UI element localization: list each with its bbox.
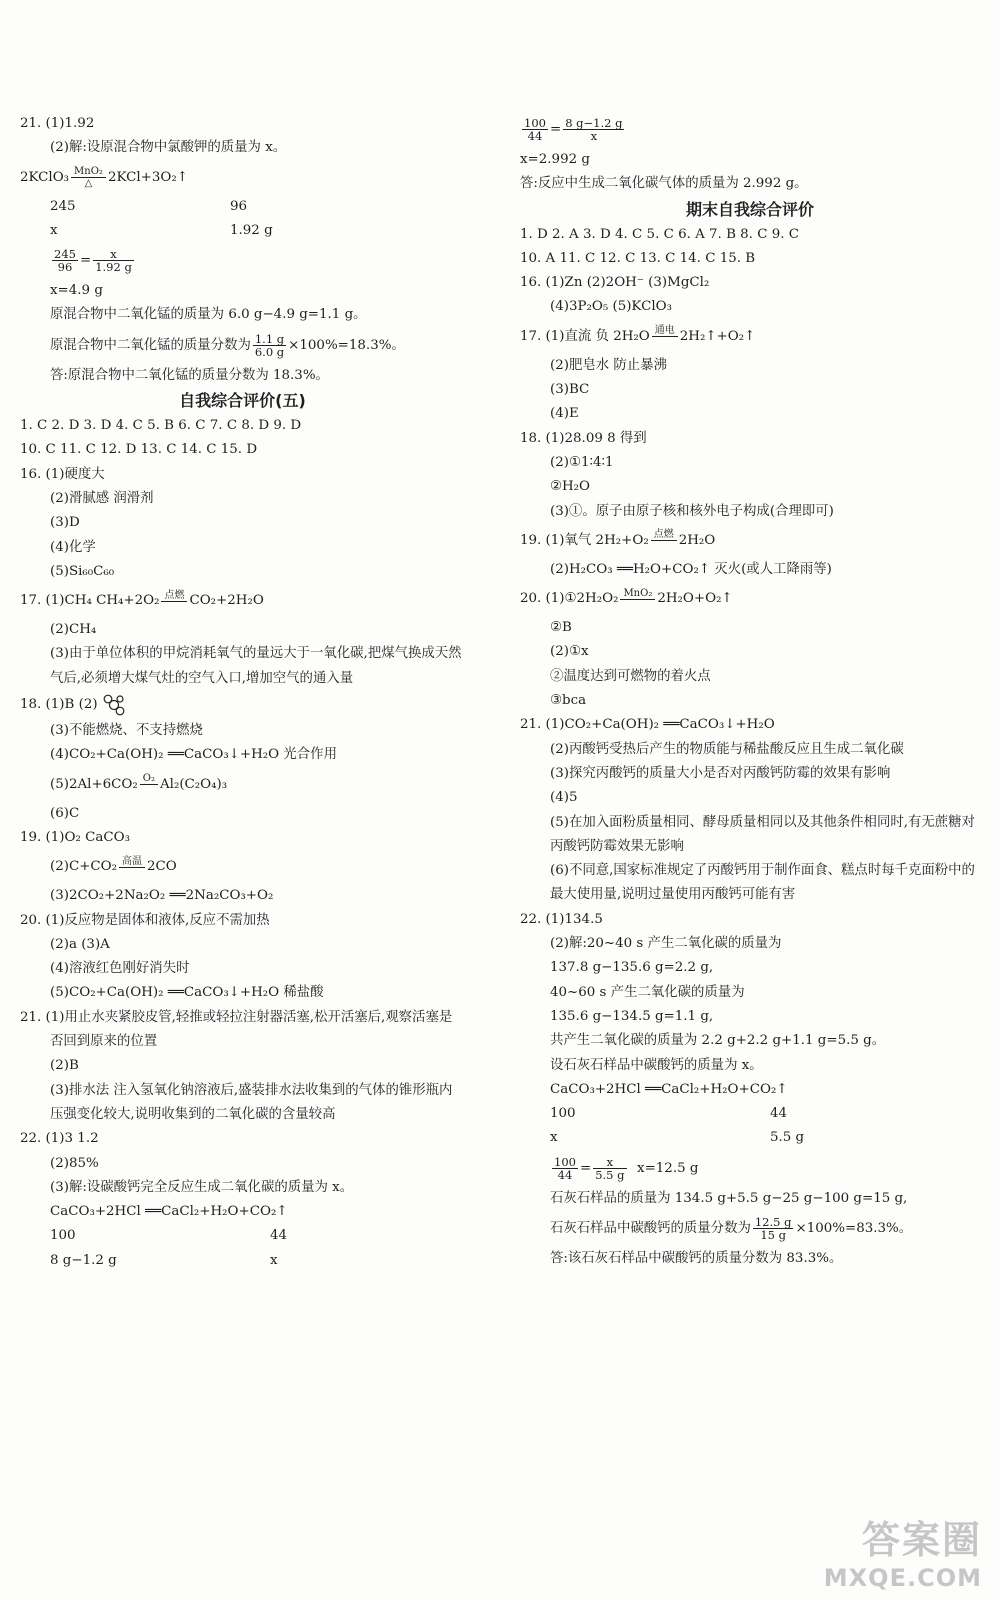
q16-line: 16. (1)硬度大: [20, 466, 105, 482]
q16-line: (3)D: [50, 515, 80, 531]
q17-line: (2)肥皂水 防止暴沸: [550, 357, 667, 373]
section-title-final: 期末自我综合评价: [685, 199, 814, 219]
section-title-5: 自我综合评价(五): [179, 391, 306, 411]
q22-line: 135.6 g−134.5 g=1.1 g,: [550, 1008, 714, 1024]
q21-line: (5)在加入面粉质量相同、酵母质量相同以及其他条件相同时,有无蔗糖对丙酸钙防霉效果无影响: [550, 814, 975, 854]
q20-line: (2)①x: [550, 644, 589, 660]
q21-answer: 答:原混合物中二氧化锰的质量分数为 18.3%。: [50, 367, 329, 383]
q21-line: 21. (1)CO₂+Ca(OH)₂ ══CaCO₃↓+H₂O: [520, 717, 775, 733]
molecule-model-icon: [102, 693, 126, 717]
q20-line: 20. (1)反应物是固体和液体,反应不需加热: [20, 912, 270, 928]
q20-line: ③bca: [550, 693, 587, 709]
q19-line: 19. (1)氧气 2H₂+O₂ 点燃 2H₂O: [520, 529, 716, 548]
q17-line: 17. (1)CH₄ CH₄+2O₂ 点燃 CO₂+2H₂O: [20, 589, 264, 609]
q22-line: CaCO₃+2HCl ══CaCl₂+H₂O+CO₂↑: [550, 1081, 788, 1097]
q21-part1: 21. (1)1.92: [20, 116, 95, 131]
q22-line: 设石灰石样品中碳酸钙的质量为 x。: [550, 1057, 763, 1073]
q20-line: (2)a (3)A: [50, 936, 110, 952]
q17-line: (3)由于单位体积的甲烷消耗氧气的量远大于一氧化碳,把煤气换成天然气后,必须增大煤气灶的空气入口,增加空气的通入量: [50, 646, 462, 686]
q17-line: 17. (1)直流 负 2H₂O 通电 2H₂↑+O₂↑: [520, 325, 756, 344]
q22-line: (2)85%: [50, 1155, 99, 1171]
proportion: $\frac{245}{96}$ = $\frac{x}{1.92 g}$: [54, 247, 132, 275]
mc-answers-2: 10. A 11. C 12. C 13. C 14. C 15. B: [520, 250, 756, 266]
q21-line: (2)丙酸钙受热后产生的物质能与稀盐酸反应且生成二氧化碳: [550, 741, 904, 757]
proportion: $\frac{100}{44}$ = $\frac{8 g-1.2 g}{x}$: [524, 116, 623, 143]
q18-line: (3)不能燃烧、不支持燃烧: [50, 723, 203, 739]
ratio-row: 100 44: [550, 1106, 788, 1122]
q17-line: (4)E: [550, 406, 579, 422]
q18-line: ②H₂O: [550, 479, 591, 495]
q18-line: (3)①。原子由原子核和核外电子构成(合理即可): [550, 503, 834, 519]
q22-line: 40~60 s 产生二氧化碳的质量为: [550, 984, 745, 1000]
q18-line: (5)2Al+6CO₂ O₂ Al₂(C₂O₄)₃: [50, 773, 228, 792]
q16-line: (4)3P₂O₅ (5)KClO₃: [550, 299, 672, 315]
x-result: x=2.992 g: [520, 152, 590, 167]
left-column: [20, 112, 465, 1273]
q19-line: (2)H₂CO₃ ══H₂O+CO₂↑ 灭火(或人工降雨等): [550, 561, 832, 577]
caco3-fraction: 石灰石样品中碳酸钙的质量分数为 $\frac{12.5 g}{15 g}$ ×100%=83.3%。: [550, 1214, 913, 1242]
q22-line: 22. (1)134.5: [520, 911, 603, 927]
eq-rhs: 2KCl+3O₂↑: [107, 169, 188, 185]
ratio-row: 100 44: [50, 1228, 288, 1244]
q20-line: (5)CO₂+Ca(OH)₂ ══CaCO₃↓+H₂O 稀盐酸: [50, 985, 324, 1001]
q18-line: 18. (1)28.09 8 得到: [520, 430, 647, 446]
q16-line: (2)滑腻感 润滑剂: [50, 490, 154, 506]
q16-line: (4)化学: [50, 539, 96, 555]
q21b-line: 21. (1)用止水夹紧胶皮管,轻推或轻拉注射器活塞,松开活塞后,观察活塞是否回到原来的位置: [20, 1009, 453, 1050]
right-column: [520, 112, 980, 1271]
q20-line: ②温度达到可燃物的着火点: [550, 668, 711, 684]
proportion: $\frac{100}{44}$ = $\frac{x}{5.5 g}$ x=12.5 g: [554, 1154, 699, 1182]
mc-answers-1: 1. D 2. A 3. D 4. C 5. C 6. A 7. B 8. C 9. C: [520, 226, 799, 242]
q22-line: CaCO₃+2HCl ══CaCl₂+H₂O+CO₂↑: [50, 1204, 288, 1220]
q19-line: (2)C+CO₂ 高温 2CO: [50, 855, 177, 875]
sample-mass: 石灰石样品的质量为 134.5 g+5.5 g−25 g−100 g=15 g,: [550, 1190, 908, 1206]
ratio-row: x 5.5 g: [550, 1130, 805, 1146]
q20-line: 20. (1)①2H₂O₂ MnO₂ 2H₂O+O₂↑: [520, 587, 733, 607]
q22-line: 22. (1)3 1.2: [20, 1131, 99, 1147]
q18-line: 18. (1)B (2): [20, 691, 465, 719]
answer-line: 答:反应中生成二氧化碳气体的质量为 2.992 g。: [520, 176, 808, 192]
q22-line: (3)解:设碳酸钙完全反应生成二氧化碳的质量为 x。: [50, 1179, 354, 1195]
q21b-line: (2)B: [50, 1058, 79, 1074]
mc-answers-1: 1. C 2. D 3. D 4. C 5. B 6. C 7. C 8. D 9. D: [20, 418, 302, 434]
q17-line: (3)BC: [550, 382, 590, 398]
mno2-mass: 原混合物中二氧化锰的质量为 6.0 g−4.9 g=1.1 g。: [50, 307, 367, 323]
eq-lhs: 2KClO₃: [20, 169, 70, 185]
q21b-line: (3)排水法 注入氢氧化钠溶液后,盛装排水法收集到的气体的锥形瓶内压强变化较大,说明收集到的二氧化碳的含量较高: [50, 1082, 453, 1122]
q18-line: (6)C: [50, 805, 80, 821]
mno2-fraction: 原混合物中二氧化锰的质量分数为 $\frac{1.1 g}{6.0 g}$ ×100%=18.3%。: [50, 331, 405, 359]
q21-line: (6)不同意,国家标准规定了丙酸钙用于制作面食、糕点时每千克面粉中的最大使用量,说明过量使用丙酸钙可能有害: [550, 863, 975, 903]
q19-line: (3)2CO₂+2Na₂O₂ ══2Na₂CO₃+O₂: [50, 888, 274, 904]
q16-line: 16. (1)Zn (2)2OH⁻ (3)MgCl₂: [520, 275, 710, 291]
watermark-site: MXQE.COM: [823, 1564, 982, 1592]
q18-line: (2)①1∶4∶1: [550, 454, 614, 470]
q21-equation: [20, 161, 465, 195]
q21-line: (4)5: [550, 790, 578, 806]
q22-line: 共产生二氧化碳的质量为 2.2 g+2.2 g+1.1 g=5.5 g。: [550, 1033, 886, 1049]
q19-line: 19. (1)O₂ CaCO₃: [20, 829, 130, 845]
watermark: [824, 1509, 982, 1592]
q18-line: (4)CO₂+Ca(OH)₂ ══CaCO₃↓+H₂O 光合作用: [50, 747, 337, 763]
q21-line: (3)探究丙酸钙的质量大小是否对丙酸钙防霉的效果有影响: [550, 765, 891, 781]
q20-line: (4)溶液红色刚好消失时: [50, 961, 190, 977]
q22-line: 137.8 g−135.6 g=2.2 g,: [550, 960, 714, 976]
watermark-logo: 答案圈: [861, 1518, 982, 1562]
q20-line: ②B: [550, 620, 572, 636]
q22-line: (2)解:20~40 s 产生二氧化碳的质量为: [550, 936, 782, 952]
q16-line: (5)Si₆₀C₆₀: [50, 563, 115, 579]
q21-part2: (2)解:设原混合物中氯酸钾的质量为 x。: [50, 140, 287, 156]
ratio-row: x 1.92 g: [50, 222, 273, 238]
ratio-row: 8 g−1.2 g x: [50, 1252, 278, 1268]
q17-line: (2)CH₄: [50, 622, 97, 638]
x-result: x=4.9 g: [50, 283, 103, 299]
ratio-row: 245 96: [50, 198, 248, 214]
eq-condition: MnO₂ △: [71, 166, 106, 189]
q22-answer: 答:该石灰石样品中碳酸钙的质量分数为 83.3%。: [550, 1250, 843, 1266]
mc-answers-2: 10. C 11. C 12. D 13. C 14. C 15. D: [20, 442, 258, 458]
